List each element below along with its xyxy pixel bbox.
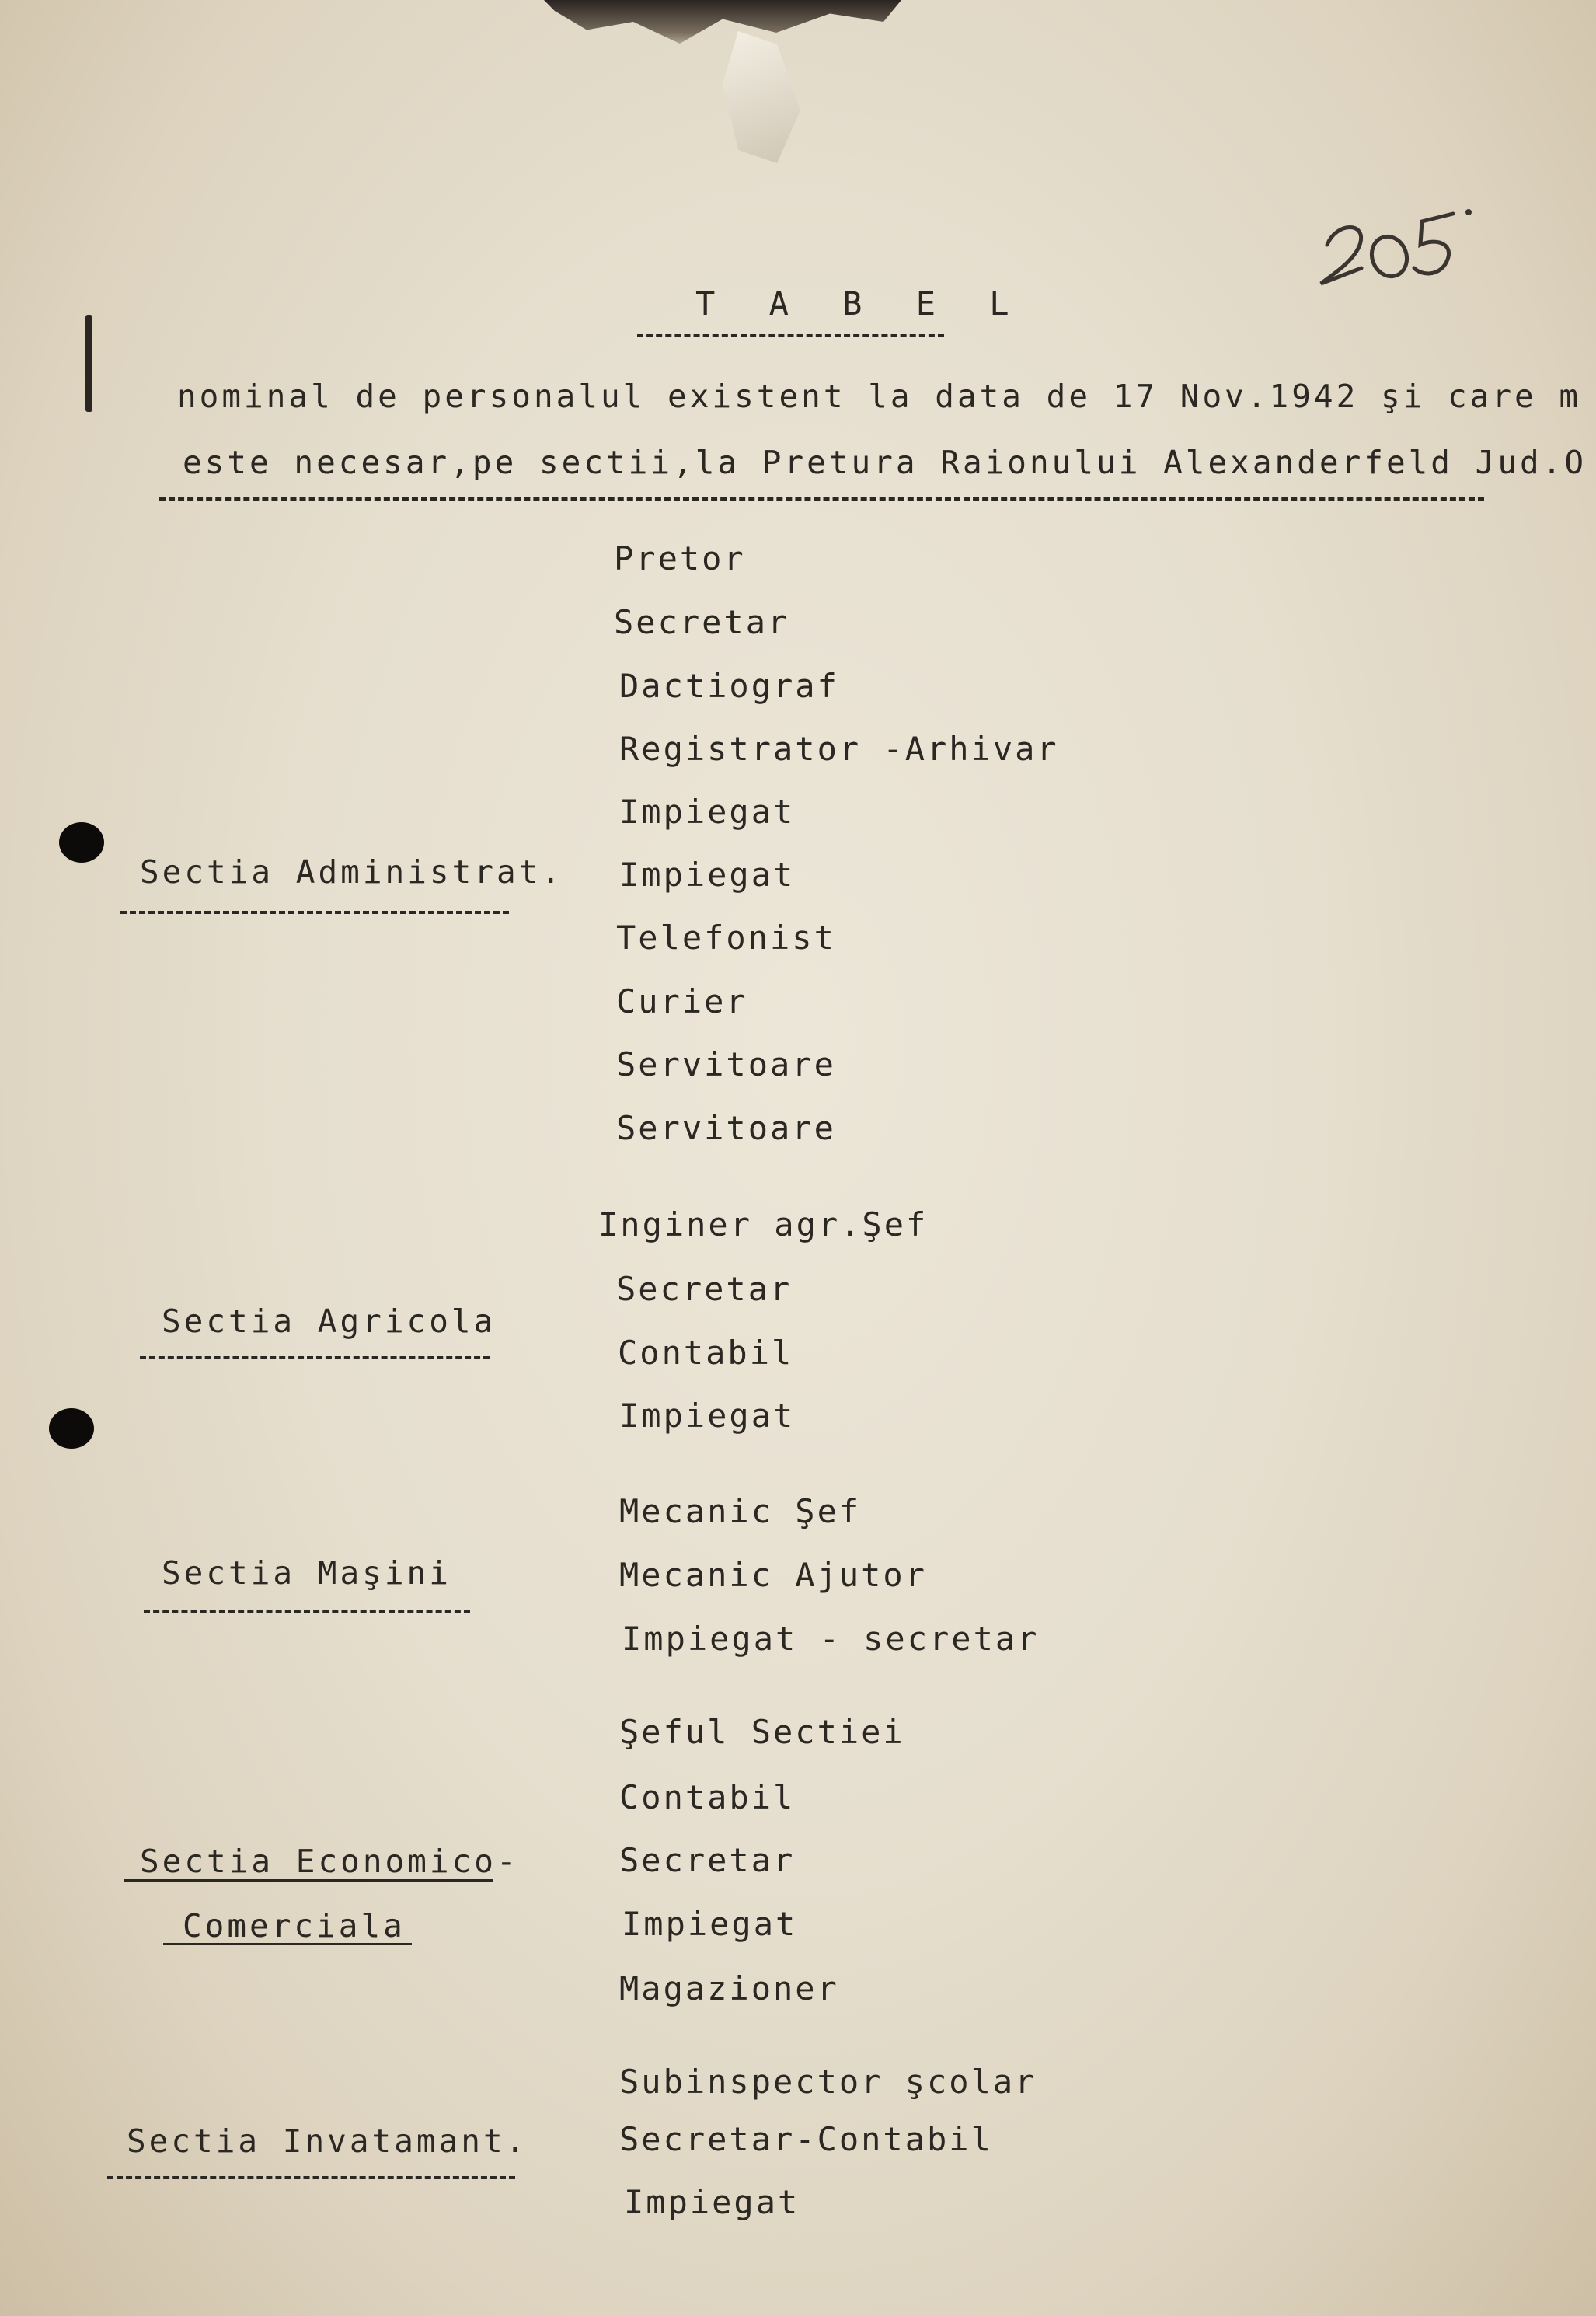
- position-item: Telefonist: [616, 919, 836, 957]
- position-item: Servitoare: [616, 1045, 836, 1083]
- section-economico-underline-1: [124, 1879, 493, 1882]
- position-item: Secretar-Contabil: [619, 2120, 993, 2158]
- section-administrat-label: Sectia Administrat.: [140, 853, 563, 891]
- position-item: Impiegat: [619, 856, 796, 894]
- torn-paper-flap: [723, 31, 800, 163]
- position-item: Registrator -Arhivar: [619, 730, 1059, 768]
- position-item: Magazioner: [619, 1969, 839, 2007]
- position-item: Impiegat: [622, 1905, 798, 1943]
- position-item: Impiegat - secretar: [622, 1620, 1040, 1658]
- position-item: Pretor: [614, 539, 746, 577]
- document-title: T A B E L: [695, 284, 1026, 323]
- title-underline: [637, 334, 944, 337]
- section-masini-underline: [144, 1610, 470, 1613]
- section-economico-underline-2: [163, 1943, 412, 1945]
- handwritten-number-drawing: [1313, 190, 1476, 291]
- torn-edge: [544, 0, 901, 54]
- position-item: Secretar: [616, 1270, 793, 1308]
- position-item: Contabil: [618, 1334, 794, 1372]
- position-item: Dactiograf: [619, 667, 839, 705]
- position-item: Contabil: [619, 1778, 796, 1816]
- position-item: Impiegat: [619, 793, 796, 831]
- section-invatamant-label: Sectia Invatamant.: [127, 2122, 528, 2160]
- position-item: Secretar: [614, 603, 790, 641]
- position-item: Mecanic Şef: [619, 1492, 862, 1530]
- position-item: Inginer agr.Şef: [598, 1205, 929, 1243]
- position-item: Impiegat: [619, 1397, 796, 1435]
- punch-hole-top: [59, 822, 104, 863]
- section-economico-label-line1: Sectia Economico-: [140, 1843, 519, 1880]
- position-item: Şeful Sectiei: [619, 1713, 905, 1751]
- intro-underline: [159, 497, 1484, 501]
- section-invatamant-underline: [107, 2176, 515, 2179]
- margin-mark: [85, 315, 92, 412]
- punch-hole-bottom: [49, 1408, 94, 1449]
- section-masini-label: Sectia Maşini: [162, 1554, 451, 1592]
- section-administrat-underline: [120, 911, 509, 914]
- position-item: Curier: [616, 982, 748, 1020]
- intro-line-1: nominal de personalul existent la data de 17 Nov.1942 şi care m: [177, 378, 1582, 415]
- position-item: Subinspector şcolar: [619, 2063, 1037, 2101]
- handwritten-page-number: [1313, 190, 1476, 291]
- position-item: Servitoare: [616, 1109, 836, 1147]
- position-item: Impiegat: [624, 2183, 800, 2221]
- section-agricola-label: Sectia Agricola: [162, 1303, 497, 1340]
- position-item: Mecanic Ajutor: [619, 1556, 928, 1594]
- intro-line-2: este necesar,pe sectii,la Pretura Raionului Alexanderfeld Jud.O: [183, 444, 1587, 481]
- section-agricola-underline: [140, 1356, 490, 1359]
- position-item: Secretar: [619, 1841, 796, 1879]
- section-economico-label-line2: Comerciala: [183, 1907, 406, 1945]
